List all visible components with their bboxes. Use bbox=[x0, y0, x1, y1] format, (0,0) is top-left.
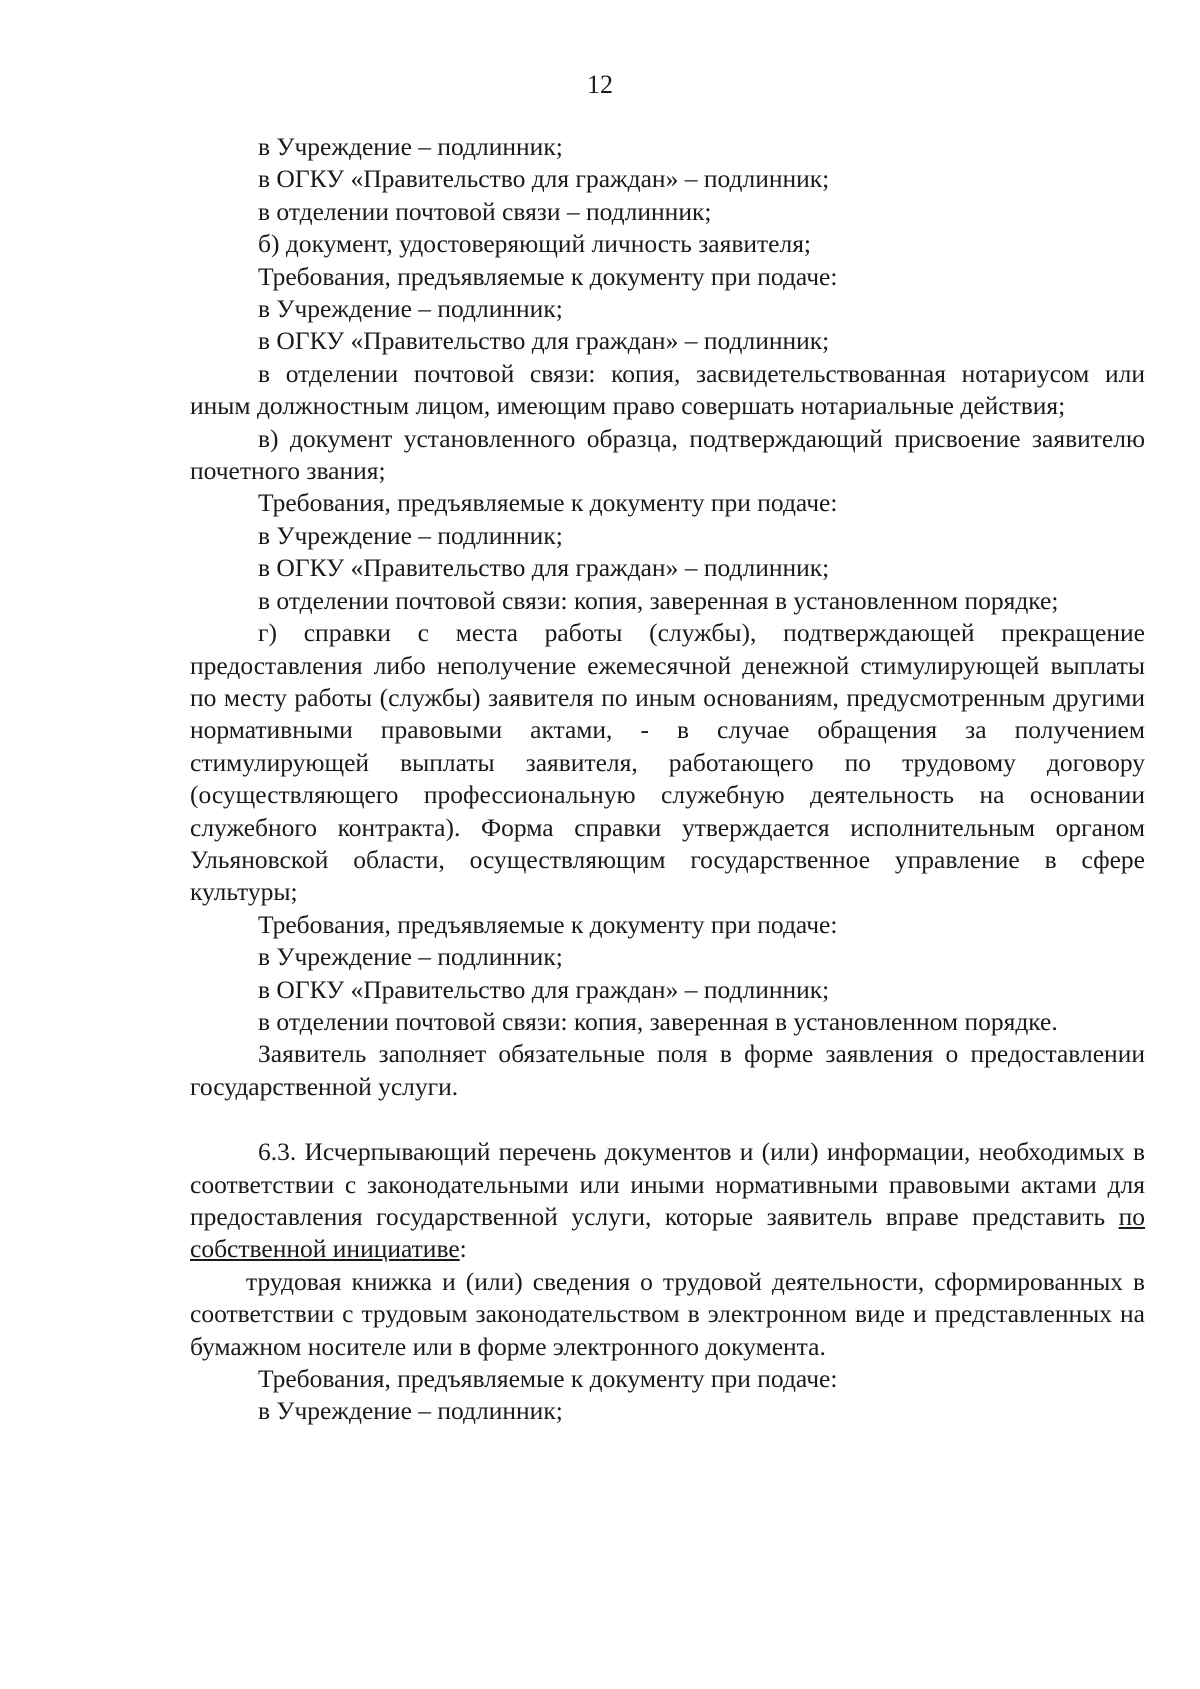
paragraph: Требования, предъявляемые к документу при подаче: bbox=[258, 488, 838, 518]
document-body bbox=[190, 131, 1145, 1428]
paragraph: в ОГКУ «Правительство для граждан» – подлинник; bbox=[258, 553, 830, 583]
paragraph: в ОГКУ «Правительство для граждан» – подлинник; bbox=[258, 326, 830, 356]
paragraph: в Учреждение – подлинник; bbox=[258, 1396, 563, 1426]
paragraph: б) документ, удостоверяющий личность заявителя; bbox=[258, 229, 812, 259]
paragraph: в Учреждение – подлинник; bbox=[258, 132, 563, 161]
paragraph: в Учреждение – подлинник; bbox=[258, 942, 563, 972]
underlined-phrase: по собственной инициативе bbox=[190, 1202, 1145, 1264]
paragraph: в) документ установленного образца, подтверждающий присвоение заявителю почетного звания; bbox=[190, 423, 1145, 486]
paragraph: Заявитель заполняет обязательные поля в форме заявления о предоставлении государственной услуги. bbox=[190, 1039, 1145, 1101]
paragraph: Требования, предъявляемые к документу при подаче: bbox=[258, 261, 838, 291]
paragraph: в ОГКУ «Правительство для граждан» – подлинник; bbox=[258, 164, 830, 194]
paragraph: в отделении почтовой связи: копия, заверенная в установленном порядке. bbox=[258, 1006, 1058, 1036]
section-6-3-paragraph bbox=[190, 1136, 1145, 1266]
paragraph: в Учреждение – подлинник; bbox=[258, 520, 563, 550]
paragraph: трудовая книжка и (или) сведения о трудовой деятельности, сформированных в соответствии с трудовым законодательством в электронном виде и представленных на бумажном носителе или в форме электронного документа. bbox=[190, 1266, 1145, 1361]
paragraph: г) справки с места работы (службы), подтверждающей прекращение предоставления либо неполучение ежемесячной денежной стимулирующей выплаты по месту работы (службы) заявителя по иным основаниям, предусмотренным другими нормативными правовыми актами, - в случае обращения за получением стимулирующей выплаты заявителя, работающего по трудовому договору (осуществляющего профессиональную служебную деятельность на основании служебного контракта). Форма справки утверждается исполнительным органом Ульяновской области, осуществляющим государственное управление в сфере культуры; bbox=[190, 618, 1145, 907]
paragraph: в ОГКУ «Правительство для граждан» – подлинник; bbox=[258, 974, 830, 1004]
paragraph: Требования, предъявляемые к документу при подаче: bbox=[258, 909, 838, 939]
paragraph: в отделении почтовой связи: копия, заверенная в установленном порядке; bbox=[258, 585, 1059, 615]
paragraph: в отделении почтовой связи – подлинник; bbox=[258, 196, 712, 226]
paragraph: Требования, предъявляемые к документу при подаче: bbox=[258, 1364, 838, 1394]
page-number: 12 bbox=[587, 70, 613, 99]
section-6-3-text: 6.3. Исчерпывающий перечень документов и (или) информации, необходимых в соответствии с законодательными или иными нормативными правовыми актами для предоставления государственной услуги, которые заявитель вправе представить bbox=[190, 1137, 1145, 1231]
paragraph: в Учреждение – подлинник; bbox=[258, 294, 563, 324]
section-gap bbox=[190, 1103, 1145, 1136]
section-6-3-colon: : bbox=[459, 1234, 467, 1264]
paragraph: в отделении почтовой связи: копия, засвидетельствованная нотариусом или иным должностным лицом, имеющим право совершать нотариальные действия; bbox=[190, 358, 1145, 421]
